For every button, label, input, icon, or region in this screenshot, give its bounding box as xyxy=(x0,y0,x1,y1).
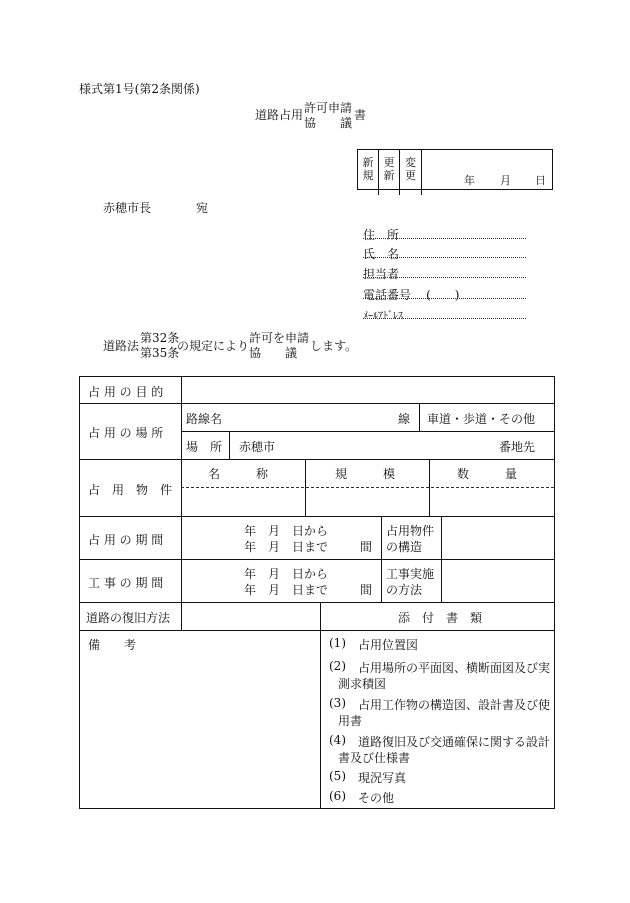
attachment-3-text-2: 用書 xyxy=(338,714,363,728)
method-label-upper: 工事実施 xyxy=(386,567,435,581)
attachment-3-text-1: 占用工作物の構造図、設計書及び使 xyxy=(358,698,551,712)
structure-label-lower: の構造 xyxy=(386,540,423,554)
construction-from: 年 月 日から xyxy=(244,567,329,581)
address-field[interactable] xyxy=(363,224,526,242)
row-divider xyxy=(80,459,554,460)
contact-person-field[interactable] xyxy=(363,263,526,281)
new-cell[interactable] xyxy=(358,150,379,195)
col-divider xyxy=(181,377,182,602)
attachment-6-text: その他 xyxy=(358,791,395,805)
address-label: 住 所 xyxy=(363,228,400,242)
method-label-lower: の方法 xyxy=(386,583,423,597)
location-label: 占 用 の 場 所 xyxy=(88,426,164,440)
attachment-4-text-2: 書及び仕様書 xyxy=(338,751,411,765)
line-label: 線 xyxy=(398,412,411,426)
col-divider xyxy=(381,516,382,602)
road-type-options[interactable]: 車道・歩道・その他 xyxy=(427,412,536,426)
title-suffix: 書 xyxy=(354,108,367,122)
statement-law: 道路法 xyxy=(103,339,140,353)
column-scale: 規 模 xyxy=(335,467,396,481)
remarks-label: 備 考 xyxy=(88,638,137,652)
update-char-2: 新 xyxy=(383,169,395,182)
attachment-5-text: 現況写真 xyxy=(358,771,407,785)
attachment-1-num: (1) xyxy=(329,636,346,650)
statement-article-upper: 第32条 xyxy=(140,331,180,345)
attachment-2-num: (2) xyxy=(329,659,346,673)
object-label: 占 用 物 件 xyxy=(88,483,173,497)
col-divider xyxy=(320,602,321,808)
occupancy-span: 間 xyxy=(360,540,373,554)
lot-label: 番地先 xyxy=(499,440,536,454)
email-label: ﾒｰﾙｱﾄﾞﾚｽ xyxy=(363,311,403,322)
city-label: 赤穂市 xyxy=(239,440,276,454)
attachments-label: 添 付 書 類 xyxy=(398,611,483,625)
row-divider xyxy=(80,516,554,517)
title-prefix: 道路占用 xyxy=(255,108,304,122)
name-label: 氏 名 xyxy=(363,247,400,261)
name-field[interactable] xyxy=(363,243,526,261)
row-divider xyxy=(80,559,554,560)
attachment-6-num: (6) xyxy=(329,789,346,803)
col-divider xyxy=(429,459,430,516)
place-label: 場 所 xyxy=(186,440,223,454)
statement-article-lower: 第35条 xyxy=(140,346,180,360)
column-name: 名 称 xyxy=(208,467,269,481)
occupancy-form-table xyxy=(79,376,555,809)
attachment-1-text: 占用位置図 xyxy=(358,638,419,652)
statement-middle: の規定により xyxy=(177,339,250,353)
phone-field[interactable] xyxy=(363,284,526,302)
attachment-2-text-1: 占用場所の平面図、横断面図及び実 xyxy=(358,661,551,675)
purpose-label: 占 用 の 目 的 xyxy=(88,385,164,399)
construction-span: 間 xyxy=(360,583,373,597)
addressee-name: 赤穂市長 xyxy=(103,201,152,215)
form-number: 様式第1号(第2条関係) xyxy=(79,82,200,96)
attachment-2-text-2: 測求積図 xyxy=(338,677,387,691)
occupancy-from: 年 月 日から xyxy=(244,524,329,538)
new-char-2: 規 xyxy=(362,169,374,182)
row-divider xyxy=(80,630,554,631)
change-char-2: 更 xyxy=(405,169,416,182)
row-divider xyxy=(181,431,554,432)
attachment-4-num: (4) xyxy=(329,733,346,747)
col-divider xyxy=(229,431,230,459)
statement-action-lower: 協 議 xyxy=(249,346,298,360)
email-field[interactable] xyxy=(363,304,526,322)
contact-person-label: 担当者 xyxy=(363,267,400,281)
occupancy-until: 年 月 日まで xyxy=(244,540,329,554)
col-divider xyxy=(419,403,420,431)
structure-label-upper: 占用物件 xyxy=(386,524,435,538)
date-day: 日 xyxy=(535,174,546,187)
occupancy-period-label: 占 用 の 期 間 xyxy=(88,533,164,547)
update-cell[interactable] xyxy=(379,150,400,195)
application-type-date-box xyxy=(357,149,553,190)
route-name-label: 路線名 xyxy=(186,412,223,426)
title-lower: 協 議 xyxy=(304,116,353,130)
restoration-method-label: 道路の復旧方法 xyxy=(86,611,171,625)
attachment-3-num: (3) xyxy=(329,696,346,710)
statement-end: します。 xyxy=(310,339,358,353)
attachment-4-text-1: 道路復旧及び交通確保に関する設計 xyxy=(358,735,551,749)
col-divider xyxy=(441,516,442,602)
row-divider xyxy=(80,602,554,603)
statement-action-upper: 許可を申請 xyxy=(249,331,310,345)
col-divider xyxy=(181,602,182,630)
attachment-5-num: (5) xyxy=(329,769,346,783)
title-upper: 許可申請 xyxy=(304,101,353,115)
addressee-suffix: 宛 xyxy=(196,201,209,215)
construction-until: 年 月 日まで xyxy=(244,583,329,597)
update-char-1: 更 xyxy=(383,156,395,169)
row-divider xyxy=(80,403,554,404)
change-char-1: 変 xyxy=(405,156,416,169)
phone-area-code: ( ) xyxy=(426,288,460,302)
change-cell[interactable] xyxy=(400,150,422,195)
column-quantity: 数 量 xyxy=(457,467,518,481)
col-divider xyxy=(305,459,306,516)
construction-period-label: 工 事 の 期 間 xyxy=(88,576,164,590)
date-month: 月 xyxy=(500,174,511,187)
dashed-divider xyxy=(181,487,554,488)
date-year: 年 xyxy=(464,174,475,187)
phone-label: 電話番号 xyxy=(363,288,412,302)
new-char-1: 新 xyxy=(362,156,374,169)
